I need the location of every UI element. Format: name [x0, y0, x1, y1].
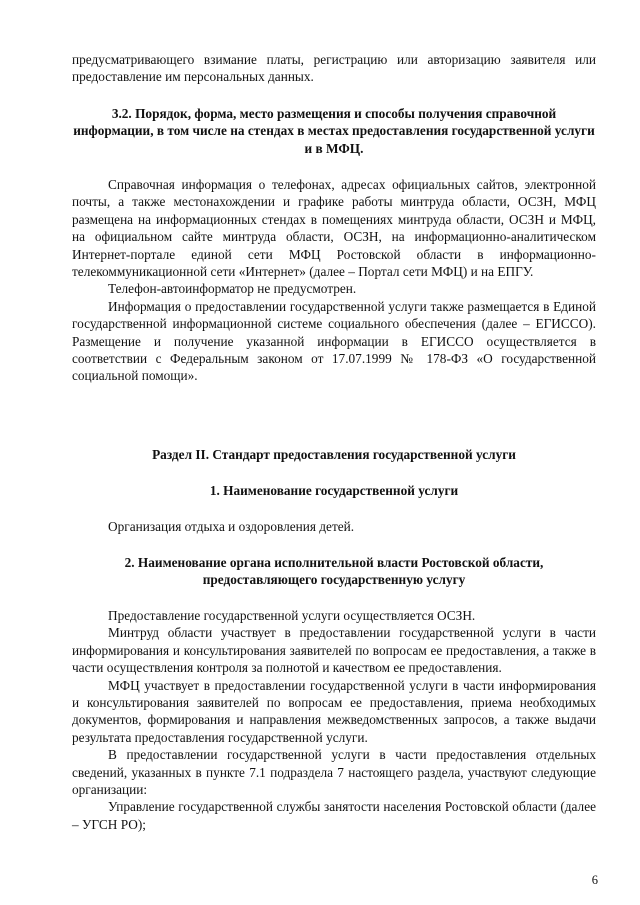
paragraph-reference-info: [72, 176, 596, 385]
page-number: 6: [591, 873, 598, 887]
heading-section-2: [72, 446, 596, 463]
paragraph-text: В предоставлении государственной услуги в части предоставления отдельных сведений, указанных в пункте 7.1 подраздела 7 настоящего раздела, участвуют следующие организации:: [72, 747, 596, 798]
paragraph-text: Минтруд области участвует в предоставлении государственной услуги в части информирования и консультирования заявителей по вопросам ее предоставления, а также в части осуществления контроля за полнотой и качеством ее предоставления.: [72, 625, 596, 676]
paragraph-text: Организация отдыха и оздоровления детей.: [108, 519, 355, 534]
heading-text: 3.2. Порядок, форма, место размещения и способы получения справочной информации, в том числе на стендах в местах предоставления государственной услуги и в МФЦ.: [73, 106, 595, 156]
paragraph-text: Управление государственной службы занятости населения Ростовской области (далее – УГСН РО);: [72, 799, 596, 832]
paragraph-continuation: [72, 51, 596, 86]
paragraph-text: Телефон-автоинформатор не предусмотрен.: [108, 281, 357, 297]
paragraph-service-name: [72, 518, 596, 535]
paragraph-text: МФЦ участвует в предоставлении государственной услуги в части информирования и консультирования заявителей по вопросам ее предоставления, приема необходимых документов, формирования и направления межведомственных запросов, а также выдачи результата предоставления государственной услуги.: [72, 677, 596, 745]
paragraph-text: предусматривающего взимание платы, регистрацию или авторизацию заявителя или предоставление им персональных данных.: [72, 52, 596, 85]
heading-service-name: [72, 482, 596, 499]
paragraph-text: Предоставление государственной услуги осуществляется ОСЗН.: [108, 608, 476, 623]
heading-text: 2. Наименование органа исполнительной власти Ростовской области, предоставляющего государственную услугу: [124, 555, 544, 588]
heading-3-2: [72, 105, 596, 157]
paragraph-authority-details: [72, 607, 596, 833]
paragraph-text: Справочная информация о телефонах, адресах официальных сайтов, электронной почты, а также местонахождении и графике работы минтруда области, ОСЗН, МФЦ размещена на информационных стендах в помещениях минтруда области, ОСЗН и МФЦ, на официальном сайте минтруда области, ОСЗН, на информационно-аналитическом Интернет-портале единой сети МФЦ Ростовской области в информационно-телекоммуникационной сети «Интернет» (далее – Портал сети МФЦ) и на ЕПГУ.: [72, 177, 596, 280]
heading-text: 1. Наименование государственной услуги: [209, 483, 459, 498]
heading-text: Раздел II. Стандарт предоставления государственной услуги: [152, 447, 516, 462]
heading-authority-name: [72, 554, 596, 589]
paragraph-text: Информация о предоставлении государственной услуги также размещается в Единой государственной информационной системе социального обеспечения (далее – ЕГИССО). Размещение и получение указанной информации в ЕГИССО осуществляется в соответствии с Федеральным законом от 17.07.1999 № 178-ФЗ «О государственной социальной помощи».: [72, 298, 596, 384]
